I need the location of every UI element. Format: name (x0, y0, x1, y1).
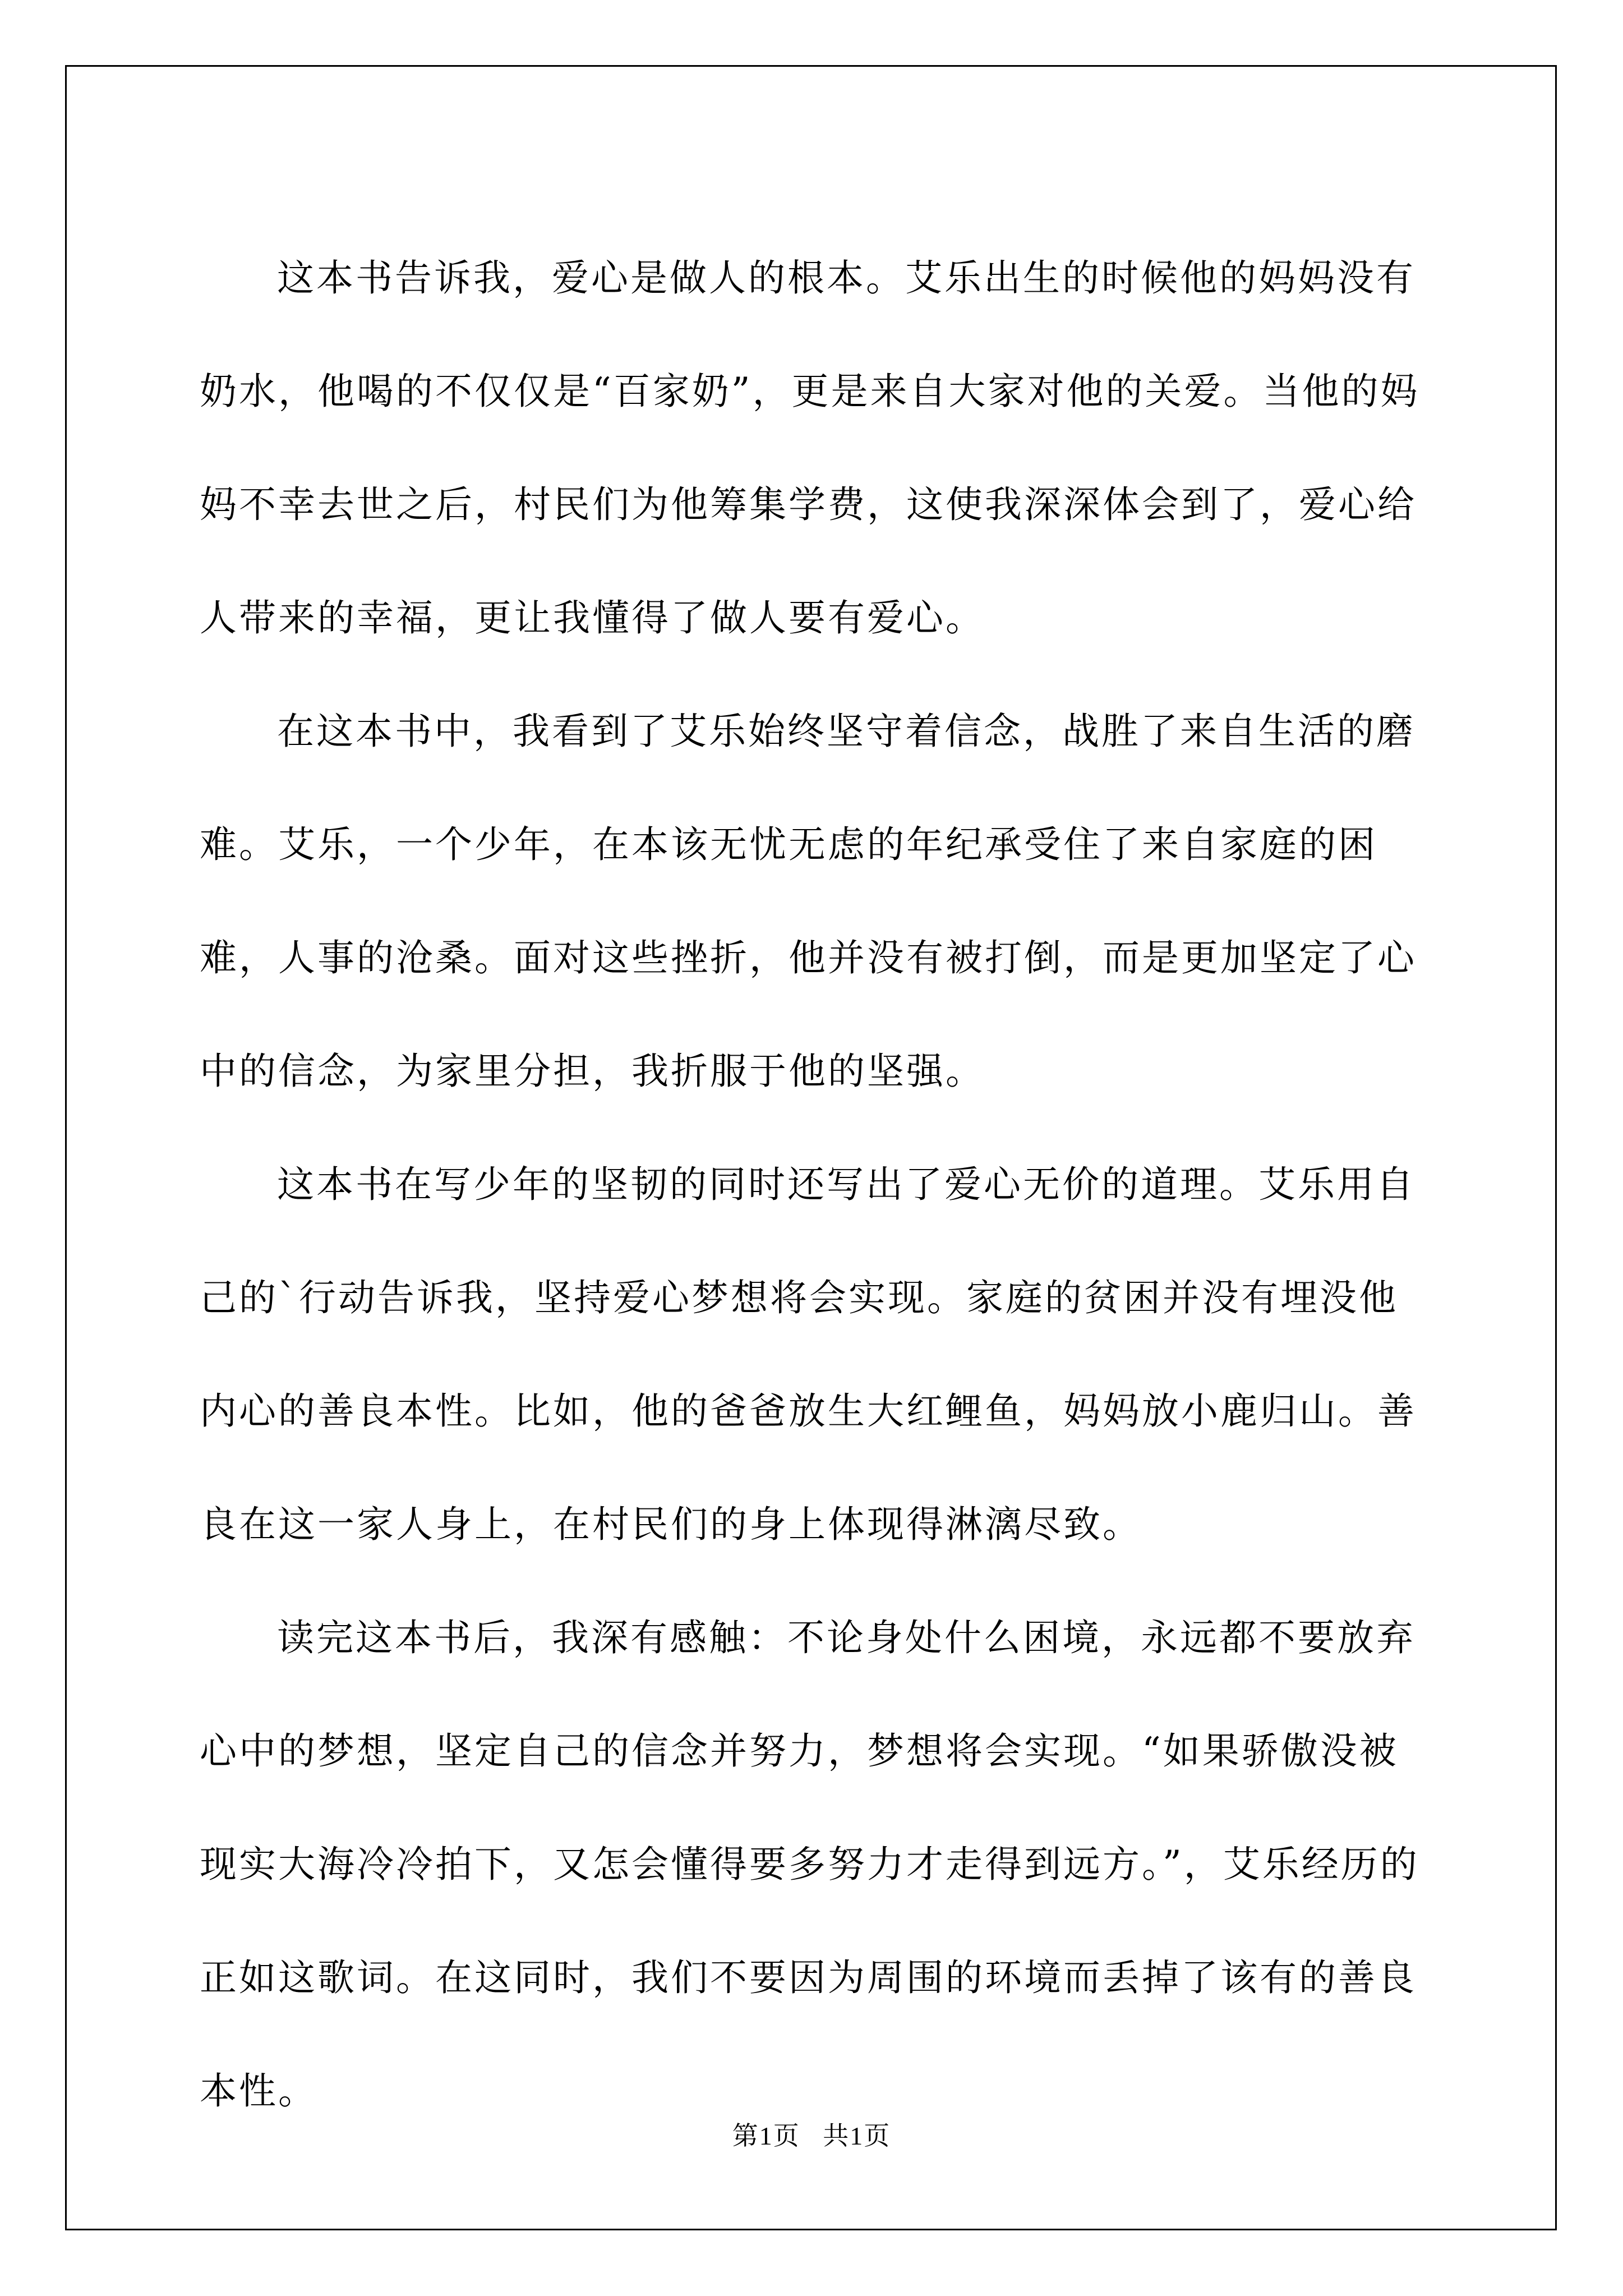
paragraph-3: 这本书在写少年的坚韧的同时还写出了爱心无价的道理。艾乐用自己的`行动告诉我，坚持爱心梦想将会实现。家庭的贫困并没有埋没他内心的善良本性。比如，他的爸爸放生大红鲤鱼，妈妈放小鹿归山。善良在这一家人身上，在村民们的身上体现得淋漓尽致。 (200, 1163, 1417, 1546)
paragraph-1: 这本书告诉我，爱心是做人的根本。艾乐出生的时候他的妈妈没有奶水，他喝的不仅仅是“百家奶”，更是来自大家对他的关爱。当他的妈妈不幸去世之后，村民们为他筹集学费，这使我深深体会到了，爱心给人带来的幸福，更让我懂得了做人要有爱心。 (200, 256, 1420, 639)
page-footer (0, 2119, 1623, 2153)
document-body (200, 222, 1433, 2148)
paragraph-2: 在这本书中，我看到了艾乐始终坚守着信念，战胜了来自生活的磨难。艾乐，一个少年，在本该无忧无虑的年纪承受住了来自家庭的困难，人事的沧桑。面对这些挫折，他并没有被打倒，而是更加坚定了心中的信念，为家里分担，我折服于他的坚强。 (200, 710, 1417, 1093)
paragraph-4: 读完这本书后，我深有感触：不论身处什么困境，永远都不要放弃心中的梦想，坚定自己的信念并努力，梦想将会实现。“如果骄傲没被现实大海冷冷拍下，又怎会懂得要多努力才走得到远方。”，艾乐经历的正如这歌词。在这同时，我们不要因为周围的环境而丢掉了该有的善良本性。 (200, 1616, 1419, 2113)
page-number: 第1页 共1页 (732, 2122, 891, 2150)
